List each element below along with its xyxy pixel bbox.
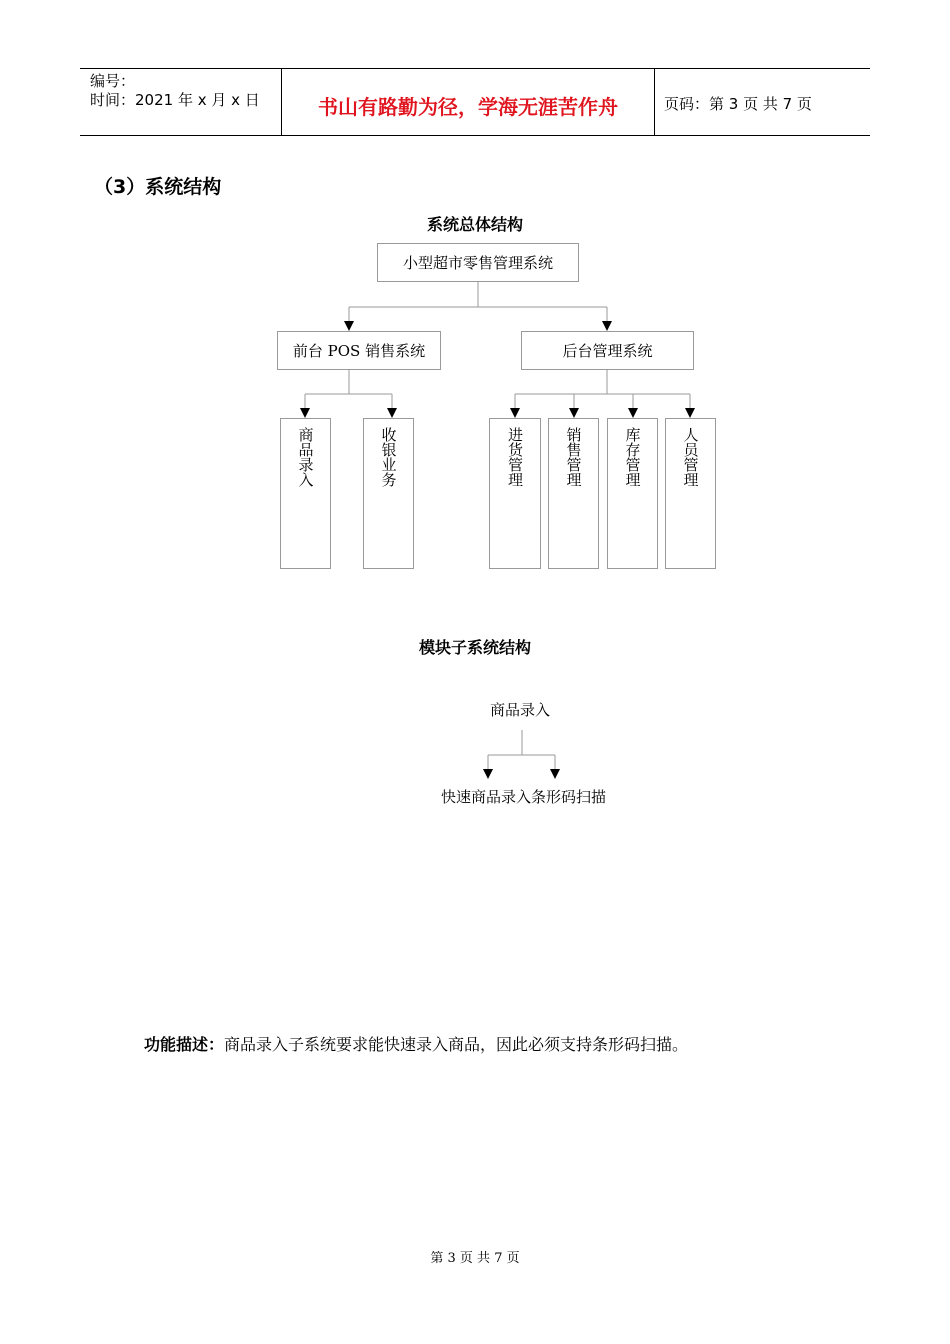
module-label-sales: 销售管理	[564, 427, 583, 487]
module-label-cashier: 收银业务	[379, 427, 398, 487]
section-title: （3）系统结构	[94, 176, 222, 198]
backend-system-box	[521, 331, 694, 370]
module-box-purchase	[489, 418, 541, 569]
function-description-label: 功能描述：	[144, 1035, 225, 1054]
front-pos-system-label: 前台 POS 销售系统	[292, 342, 426, 360]
header-number: 编号：	[90, 72, 136, 90]
module-box-inventory	[607, 418, 658, 569]
root-system-label: 小型超市零售管理系统	[402, 254, 553, 272]
module-label-staff: 人员管理	[681, 427, 700, 487]
module-label-product-entry: 商品录入	[296, 427, 315, 487]
header-time: 时间：2021 年 x 月 x 日	[90, 91, 260, 109]
module-box-cashier	[363, 418, 414, 569]
header-motto: 书山有路勤为径，学海无涯苦作舟	[318, 95, 618, 119]
module-children-label: 快速商品录入条形码扫描	[441, 788, 607, 806]
module-label-purchase: 进货管理	[506, 427, 524, 487]
module-label-inventory: 库存管理	[623, 427, 642, 487]
function-description	[144, 1032, 688, 1055]
module-diagram-title: 模块子系统结构	[418, 638, 531, 657]
root-system-box	[377, 243, 579, 282]
function-description-text: 商品录入子系统要求能快速录入商品，因此必须支持条形码扫描。	[224, 1035, 689, 1054]
header-page-number: 页码：第 3 页 共 7 页	[664, 95, 812, 113]
module-root-label: 商品录入	[490, 701, 551, 719]
module-box-staff	[665, 418, 716, 569]
backend-system-label: 后台管理系统	[562, 342, 653, 360]
module-box-product-entry	[280, 418, 331, 569]
front-pos-system-box	[277, 331, 441, 370]
overall-diagram-title: 系统总体结构	[426, 215, 523, 234]
page-footer: 第 3 页 共 7 页	[430, 1251, 520, 1266]
module-box-sales	[548, 418, 599, 569]
